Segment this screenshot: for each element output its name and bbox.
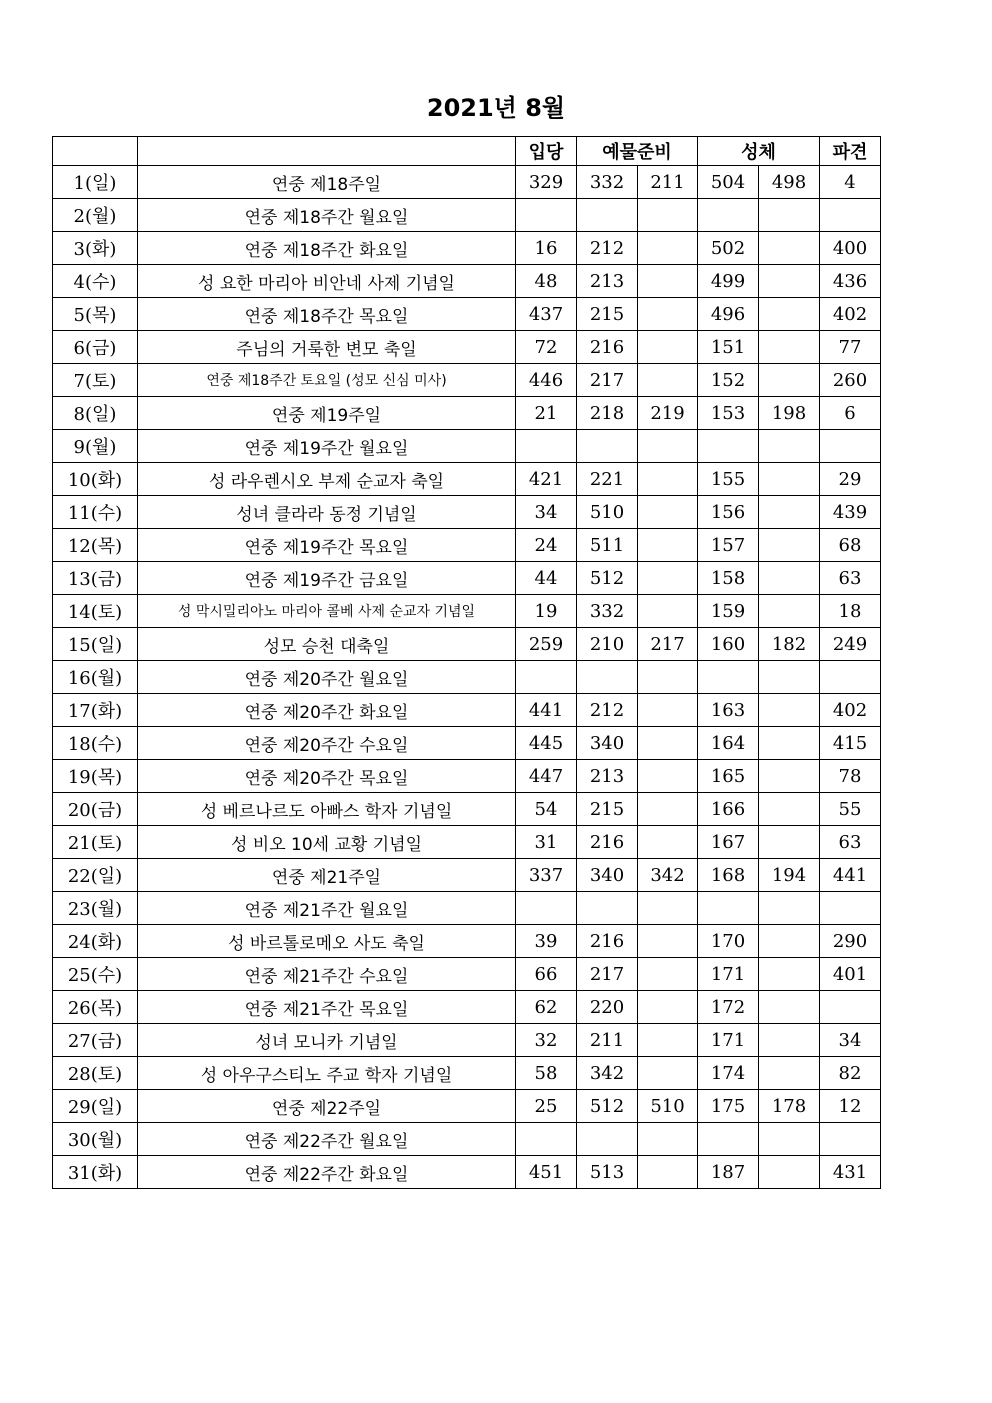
communion-cell-2: 178	[759, 1090, 820, 1123]
offertory-cell-1: 217	[577, 958, 638, 991]
table-row	[53, 661, 881, 694]
communion-cell-2	[759, 463, 820, 496]
entrance-cell: 24	[516, 529, 577, 562]
table-row	[53, 793, 881, 826]
offertory-cell-1	[577, 199, 638, 232]
header-feast	[138, 137, 516, 166]
entrance-cell: 66	[516, 958, 577, 991]
communion-cell-1: 174	[698, 1057, 759, 1090]
communion-cell-1: 160	[698, 628, 759, 661]
table-row	[53, 562, 881, 595]
communion-cell-1: 171	[698, 958, 759, 991]
dismissal-cell: 6	[820, 397, 881, 430]
feast-cell: 연중 제18주간 화요일	[138, 232, 516, 265]
entrance-cell: 451	[516, 1156, 577, 1189]
communion-cell-2	[759, 1123, 820, 1156]
dismissal-cell	[820, 199, 881, 232]
communion-cell-2	[759, 991, 820, 1024]
offertory-cell-2	[638, 463, 698, 496]
table-row	[53, 628, 881, 661]
offertory-cell-2	[638, 265, 698, 298]
offertory-cell-2	[638, 727, 698, 760]
communion-cell-2: 182	[759, 628, 820, 661]
communion-cell-2	[759, 661, 820, 694]
offertory-cell-1: 332	[577, 166, 638, 199]
offertory-cell-1: 216	[577, 925, 638, 958]
dismissal-cell: 431	[820, 1156, 881, 1189]
header-row	[53, 137, 881, 166]
communion-cell-1: 159	[698, 595, 759, 628]
feast-cell: 연중 제22주간 화요일	[138, 1156, 516, 1189]
entrance-cell: 62	[516, 991, 577, 1024]
offertory-cell-2	[638, 232, 698, 265]
communion-cell-1: 170	[698, 925, 759, 958]
communion-cell-1: 499	[698, 265, 759, 298]
offertory-cell-1: 221	[577, 463, 638, 496]
date-cell: 23(월)	[53, 892, 138, 925]
communion-cell-2	[759, 925, 820, 958]
feast-cell: 연중 제21주일	[138, 859, 516, 892]
table-row	[53, 463, 881, 496]
offertory-cell-1: 212	[577, 232, 638, 265]
communion-cell-2	[759, 595, 820, 628]
offertory-cell-1: 512	[577, 562, 638, 595]
entrance-cell: 259	[516, 628, 577, 661]
communion-cell-1: 504	[698, 166, 759, 199]
communion-cell-1: 156	[698, 496, 759, 529]
header-dismissal: 파견	[820, 137, 881, 166]
entrance-cell: 48	[516, 265, 577, 298]
table-row	[53, 232, 881, 265]
offertory-cell-1: 210	[577, 628, 638, 661]
communion-cell-2	[759, 331, 820, 364]
communion-cell-1: 164	[698, 727, 759, 760]
dismissal-cell: 77	[820, 331, 881, 364]
entrance-cell: 44	[516, 562, 577, 595]
offertory-cell-2	[638, 892, 698, 925]
feast-cell: 성 바르톨로메오 사도 축일	[138, 925, 516, 958]
offertory-cell-2	[638, 925, 698, 958]
communion-cell-1: 172	[698, 991, 759, 1024]
table-row	[53, 265, 881, 298]
communion-cell-1	[698, 430, 759, 463]
offertory-cell-1: 510	[577, 496, 638, 529]
offertory-cell-1: 340	[577, 859, 638, 892]
offertory-cell-1: 213	[577, 265, 638, 298]
offertory-cell-1: 218	[577, 397, 638, 430]
dismissal-cell	[820, 1123, 881, 1156]
table-row	[53, 199, 881, 232]
dismissal-cell: 55	[820, 793, 881, 826]
offertory-cell-2	[638, 529, 698, 562]
communion-cell-2	[759, 232, 820, 265]
offertory-cell-2	[638, 826, 698, 859]
date-cell: 1(일)	[53, 166, 138, 199]
communion-cell-2: 194	[759, 859, 820, 892]
dismissal-cell: 78	[820, 760, 881, 793]
offertory-cell-1: 220	[577, 991, 638, 1024]
communion-cell-1	[698, 661, 759, 694]
offertory-cell-1: 513	[577, 1156, 638, 1189]
dismissal-cell: 436	[820, 265, 881, 298]
feast-cell: 성 아우구스티노 주교 학자 기념일	[138, 1057, 516, 1090]
feast-cell: 성 비오 10세 교황 기념일	[138, 826, 516, 859]
entrance-cell	[516, 661, 577, 694]
table-row	[53, 694, 881, 727]
dismissal-cell: 63	[820, 826, 881, 859]
date-cell: 9(월)	[53, 430, 138, 463]
date-cell: 24(화)	[53, 925, 138, 958]
feast-cell: 연중 제21주간 월요일	[138, 892, 516, 925]
entrance-cell	[516, 892, 577, 925]
communion-cell-2	[759, 958, 820, 991]
offertory-cell-2: 211	[638, 166, 698, 199]
feast-cell: 성모 승천 대축일	[138, 628, 516, 661]
communion-cell-2	[759, 892, 820, 925]
date-cell: 29(일)	[53, 1090, 138, 1123]
dismissal-cell: 290	[820, 925, 881, 958]
feast-cell: 연중 제19주간 월요일	[138, 430, 516, 463]
date-cell: 19(목)	[53, 760, 138, 793]
communion-cell-2	[759, 727, 820, 760]
feast-cell: 연중 제20주간 월요일	[138, 661, 516, 694]
offertory-cell-1: 511	[577, 529, 638, 562]
communion-cell-1: 168	[698, 859, 759, 892]
dismissal-cell: 400	[820, 232, 881, 265]
date-cell: 11(수)	[53, 496, 138, 529]
offertory-cell-1: 216	[577, 331, 638, 364]
feast-cell: 성 베르나르도 아빠스 학자 기념일	[138, 793, 516, 826]
feast-cell: 연중 제18주간 월요일	[138, 199, 516, 232]
offertory-cell-2	[638, 364, 698, 397]
date-cell: 15(일)	[53, 628, 138, 661]
date-cell: 6(금)	[53, 331, 138, 364]
dismissal-cell: 29	[820, 463, 881, 496]
offertory-cell-2: 217	[638, 628, 698, 661]
offertory-cell-1: 211	[577, 1024, 638, 1057]
entrance-cell: 441	[516, 694, 577, 727]
communion-cell-2	[759, 430, 820, 463]
feast-cell: 성 라우렌시오 부제 순교자 축일	[138, 463, 516, 496]
dismissal-cell: 402	[820, 298, 881, 331]
offertory-cell-2	[638, 595, 698, 628]
communion-cell-1: 157	[698, 529, 759, 562]
feast-cell: 연중 제21주간 목요일	[138, 991, 516, 1024]
date-cell: 10(화)	[53, 463, 138, 496]
entrance-cell: 54	[516, 793, 577, 826]
communion-cell-1: 175	[698, 1090, 759, 1123]
offertory-cell-1	[577, 892, 638, 925]
table-row	[53, 529, 881, 562]
offertory-cell-2	[638, 298, 698, 331]
date-cell: 14(토)	[53, 595, 138, 628]
dismissal-cell: 441	[820, 859, 881, 892]
communion-cell-2: 198	[759, 397, 820, 430]
communion-cell-2	[759, 826, 820, 859]
entrance-cell: 32	[516, 1024, 577, 1057]
dismissal-cell	[820, 430, 881, 463]
table-row	[53, 496, 881, 529]
offertory-cell-1: 512	[577, 1090, 638, 1123]
entrance-cell: 72	[516, 331, 577, 364]
table-row	[53, 1156, 881, 1189]
communion-cell-1: 166	[698, 793, 759, 826]
date-cell: 18(수)	[53, 727, 138, 760]
communion-cell-2	[759, 760, 820, 793]
communion-cell-1: 153	[698, 397, 759, 430]
offertory-cell-2	[638, 496, 698, 529]
offertory-cell-1: 340	[577, 727, 638, 760]
communion-cell-1: 496	[698, 298, 759, 331]
offertory-cell-1: 216	[577, 826, 638, 859]
dismissal-cell: 401	[820, 958, 881, 991]
entrance-cell: 329	[516, 166, 577, 199]
offertory-cell-1: 342	[577, 1057, 638, 1090]
table-row	[53, 760, 881, 793]
dismissal-cell: 82	[820, 1057, 881, 1090]
entrance-cell: 58	[516, 1057, 577, 1090]
table-row	[53, 1024, 881, 1057]
entrance-cell	[516, 430, 577, 463]
feast-cell: 연중 제22주일	[138, 1090, 516, 1123]
date-cell: 12(목)	[53, 529, 138, 562]
offertory-cell-1	[577, 430, 638, 463]
table-row	[53, 859, 881, 892]
communion-cell-1: 165	[698, 760, 759, 793]
feast-cell: 연중 제18주일	[138, 166, 516, 199]
communion-cell-2	[759, 364, 820, 397]
dismissal-cell	[820, 661, 881, 694]
offertory-cell-2: 219	[638, 397, 698, 430]
offertory-cell-2	[638, 331, 698, 364]
date-cell: 25(수)	[53, 958, 138, 991]
entrance-cell: 21	[516, 397, 577, 430]
communion-cell-1: 155	[698, 463, 759, 496]
table-row	[53, 892, 881, 925]
date-cell: 2(월)	[53, 199, 138, 232]
feast-cell: 연중 제21주간 수요일	[138, 958, 516, 991]
offertory-cell-1	[577, 1123, 638, 1156]
feast-cell: 연중 제18주간 토요일 (성모 신심 미사)	[138, 364, 516, 397]
communion-cell-2	[759, 298, 820, 331]
offertory-cell-2	[638, 430, 698, 463]
feast-cell: 연중 제22주간 월요일	[138, 1123, 516, 1156]
entrance-cell: 421	[516, 463, 577, 496]
communion-cell-1: 151	[698, 331, 759, 364]
offertory-cell-1: 212	[577, 694, 638, 727]
entrance-cell: 445	[516, 727, 577, 760]
communion-cell-2	[759, 793, 820, 826]
table-row	[53, 397, 881, 430]
entrance-cell	[516, 199, 577, 232]
offertory-cell-2	[638, 199, 698, 232]
offertory-cell-1: 215	[577, 298, 638, 331]
table-row	[53, 958, 881, 991]
date-cell: 28(토)	[53, 1057, 138, 1090]
offertory-cell-2	[638, 793, 698, 826]
dismissal-cell	[820, 892, 881, 925]
dismissal-cell: 12	[820, 1090, 881, 1123]
date-cell: 4(수)	[53, 265, 138, 298]
dismissal-cell: 4	[820, 166, 881, 199]
entrance-cell: 39	[516, 925, 577, 958]
feast-cell: 연중 제19주간 목요일	[138, 529, 516, 562]
date-cell: 13(금)	[53, 562, 138, 595]
dismissal-cell: 63	[820, 562, 881, 595]
header-communion: 성체	[698, 137, 820, 166]
communion-cell-2	[759, 496, 820, 529]
entrance-cell: 16	[516, 232, 577, 265]
date-cell: 31(화)	[53, 1156, 138, 1189]
offertory-cell-1: 217	[577, 364, 638, 397]
offertory-cell-2	[638, 760, 698, 793]
feast-cell: 성 요한 마리아 비안네 사제 기념일	[138, 265, 516, 298]
date-cell: 5(목)	[53, 298, 138, 331]
offertory-cell-2: 342	[638, 859, 698, 892]
page-title: 2021년 8월	[426, 94, 566, 122]
communion-cell-2	[759, 562, 820, 595]
communion-cell-2	[759, 265, 820, 298]
table-row	[53, 298, 881, 331]
dismissal-cell: 439	[820, 496, 881, 529]
communion-cell-1: 502	[698, 232, 759, 265]
table-body	[53, 166, 881, 1189]
offertory-cell-1: 332	[577, 595, 638, 628]
communion-cell-1: 171	[698, 1024, 759, 1057]
header-date	[53, 137, 138, 166]
communion-cell-2	[759, 199, 820, 232]
table-row	[53, 1123, 881, 1156]
entrance-cell: 437	[516, 298, 577, 331]
date-cell: 27(금)	[53, 1024, 138, 1057]
table-row	[53, 1057, 881, 1090]
offertory-cell-2	[638, 1024, 698, 1057]
dismissal-cell: 249	[820, 628, 881, 661]
offertory-cell-2	[638, 1123, 698, 1156]
header-offertory: 예물준비	[577, 137, 698, 166]
communion-cell-1: 152	[698, 364, 759, 397]
offertory-cell-2	[638, 991, 698, 1024]
date-cell: 7(토)	[53, 364, 138, 397]
dismissal-cell: 402	[820, 694, 881, 727]
entrance-cell: 31	[516, 826, 577, 859]
dismissal-cell: 18	[820, 595, 881, 628]
communion-cell-1	[698, 1123, 759, 1156]
feast-cell: 성녀 클라라 동정 기념일	[138, 496, 516, 529]
table-row	[53, 331, 881, 364]
table-row	[53, 595, 881, 628]
table-row	[53, 430, 881, 463]
entrance-cell: 337	[516, 859, 577, 892]
communion-cell-2: 498	[759, 166, 820, 199]
feast-cell: 연중 제20주간 수요일	[138, 727, 516, 760]
dismissal-cell: 34	[820, 1024, 881, 1057]
date-cell: 20(금)	[53, 793, 138, 826]
date-cell: 8(일)	[53, 397, 138, 430]
offertory-cell-1: 213	[577, 760, 638, 793]
offertory-cell-2	[638, 1156, 698, 1189]
table-row	[53, 991, 881, 1024]
communion-cell-1: 167	[698, 826, 759, 859]
date-cell: 22(일)	[53, 859, 138, 892]
header-entrance: 입당	[516, 137, 577, 166]
offertory-cell-1: 215	[577, 793, 638, 826]
feast-cell: 연중 제19주일	[138, 397, 516, 430]
feast-cell: 연중 제20주간 화요일	[138, 694, 516, 727]
feast-cell: 성 막시밀리아노 마리아 콜베 사제 순교자 기념일	[138, 595, 516, 628]
offertory-cell-2	[638, 694, 698, 727]
dismissal-cell: 260	[820, 364, 881, 397]
date-cell: 30(월)	[53, 1123, 138, 1156]
offertory-cell-1	[577, 661, 638, 694]
entrance-cell: 446	[516, 364, 577, 397]
offertory-cell-2	[638, 562, 698, 595]
date-cell: 17(화)	[53, 694, 138, 727]
dismissal-cell	[820, 991, 881, 1024]
entrance-cell: 447	[516, 760, 577, 793]
table-row	[53, 1090, 881, 1123]
entrance-cell	[516, 1123, 577, 1156]
communion-cell-2	[759, 694, 820, 727]
communion-cell-1	[698, 199, 759, 232]
table-row	[53, 166, 881, 199]
communion-cell-1	[698, 892, 759, 925]
entrance-cell: 25	[516, 1090, 577, 1123]
offertory-cell-2	[638, 1057, 698, 1090]
entrance-cell: 19	[516, 595, 577, 628]
communion-cell-1: 158	[698, 562, 759, 595]
table-row	[53, 364, 881, 397]
table-row	[53, 925, 881, 958]
dismissal-cell: 68	[820, 529, 881, 562]
communion-cell-1: 163	[698, 694, 759, 727]
table-row	[53, 727, 881, 760]
offertory-cell-2: 510	[638, 1090, 698, 1123]
communion-cell-1: 187	[698, 1156, 759, 1189]
feast-cell: 연중 제20주간 목요일	[138, 760, 516, 793]
offertory-cell-2	[638, 958, 698, 991]
communion-cell-2	[759, 1024, 820, 1057]
date-cell: 16(월)	[53, 661, 138, 694]
feast-cell: 주님의 거룩한 변모 축일	[138, 331, 516, 364]
communion-cell-2	[759, 529, 820, 562]
feast-cell: 연중 제19주간 금요일	[138, 562, 516, 595]
feast-cell: 성녀 모니카 기념일	[138, 1024, 516, 1057]
date-cell: 26(목)	[53, 991, 138, 1024]
entrance-cell: 34	[516, 496, 577, 529]
dismissal-cell: 415	[820, 727, 881, 760]
date-cell: 3(화)	[53, 232, 138, 265]
feast-cell: 연중 제18주간 목요일	[138, 298, 516, 331]
table-row	[53, 826, 881, 859]
date-cell: 21(토)	[53, 826, 138, 859]
hymn-schedule-table	[52, 136, 881, 1189]
communion-cell-2	[759, 1057, 820, 1090]
offertory-cell-2	[638, 661, 698, 694]
communion-cell-2	[759, 1156, 820, 1189]
